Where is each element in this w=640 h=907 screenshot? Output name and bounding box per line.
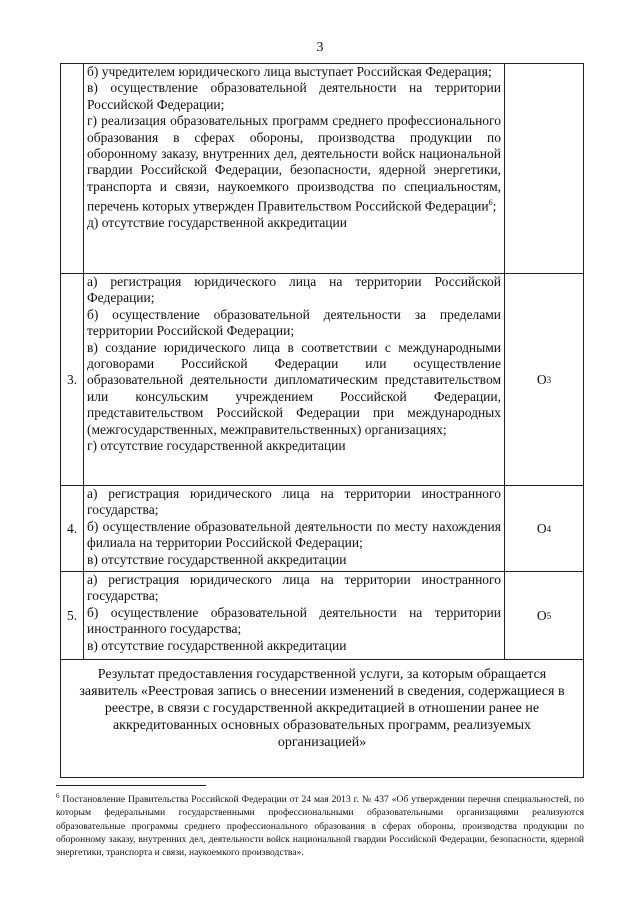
criteria-cell (84, 274, 505, 485)
criteria-line: в) создание юридического лица в соответствии с международными договорами Российской Федерации или осуществление образовательной деятельности дипломатическим представительством или консульским учреждением Российской Федерации, представительством Российской Федерации при международных (межгосударственных, межправительственных) организациях; (87, 339, 501, 437)
criteria-line: а) регистрация юридического лица на территории иностранного государства; (87, 572, 501, 604)
table-row (61, 274, 583, 486)
criteria-punctuation: ; (492, 198, 497, 214)
code-letter: О (536, 520, 547, 536)
page-number: 3 (316, 40, 324, 55)
criteria-line: а) регистрация юридического лица на территории иностранного государства; (87, 486, 501, 518)
services-table (60, 63, 584, 778)
criteria-line: б) учредителем юридического лица выступает Российская Федерация; (87, 64, 492, 79)
code-letter: О (536, 371, 547, 387)
table-row (61, 64, 583, 274)
code-letter: О (536, 607, 547, 623)
result-text: Результат предоставления государственной услуги, за которым обращается заявитель «Реестровая запись о внесении изменений в сведения, содержащиеся в реестре, в связи с государственной аккредитацией в отношении ранее не аккредитованных основных образовательных программ, реализуемых организацией» (79, 667, 565, 750)
criteria-line: б) осуществление образовательной деятельности за пределами территории Российской Федерации; (87, 306, 501, 339)
footnote (56, 790, 584, 859)
criteria-line: д) отсутствие государственной аккредитации (87, 215, 347, 231)
footnote-text: Постановление Правительства Российской Федерации от 24 мая 2013 г. № 437 «Об утверждении перечня специальностей, по которым федеральными государственными профессиональными образовательными организациями реализуются образовательные программы среднего профессионального образования в сферах обороны, производства продукции по оборонному заказу, внутренних дел, деятельности войск национальной гвардии Российской Федерации, безопасности, ядерной энергетики, транспорта и связи, наукоемкого производства». (56, 794, 584, 858)
code-cell (505, 572, 583, 659)
criteria-line: в) отсутствие государственной аккредитации (87, 637, 347, 653)
row-number: 3. (61, 274, 84, 485)
criteria-line (87, 113, 501, 215)
table-row (61, 486, 583, 572)
criteria-line: в) осуществление образовательной деятельности на территории Российской Федерации; (87, 80, 501, 112)
criteria-text: г) реализация образовательных программ среднего профессионального образования в сферах обороны, производства продукции по оборонному заказу, внутренних дел, деятельности войск национальной гвардии Российской Федерации, безопасности, ядерной энергетики, транспорта и связи, наукоемкого производства по специальностям, перечень которых утвержден Правительством Российской Федерации (87, 113, 501, 214)
footnote-marker: 6 (56, 792, 60, 800)
criteria-line: а) регистрация юридического лица на территории Российской Федерации; (87, 274, 501, 306)
row-number: 5. (61, 572, 84, 659)
criteria-line: г) отсутствие государственной аккредитации (87, 438, 346, 454)
code-subscript: 3 (546, 374, 552, 385)
result-row (61, 660, 583, 777)
code-subscript: 5 (546, 610, 552, 621)
footnote-divider (56, 785, 206, 786)
criteria-line: б) осуществление образовательной деятельности на территории иностранного государства; (87, 604, 501, 637)
criteria-cell (84, 486, 505, 571)
code-subscript: 4 (546, 523, 552, 534)
row-number (61, 64, 84, 273)
criteria-cell (84, 572, 505, 659)
row-number: 4. (61, 486, 84, 571)
criteria-line: в) отсутствие государственной аккредитации (87, 551, 347, 567)
code-cell (505, 64, 583, 273)
code-cell (505, 486, 583, 571)
footnote-reference[interactable]: 6 (488, 198, 493, 208)
criteria-line: б) осуществление образовательной деятельности по месту нахождения филиала на территории Российской Федерации; (87, 518, 501, 551)
code-cell (505, 274, 583, 485)
table-row (61, 572, 583, 660)
criteria-cell (84, 64, 505, 273)
